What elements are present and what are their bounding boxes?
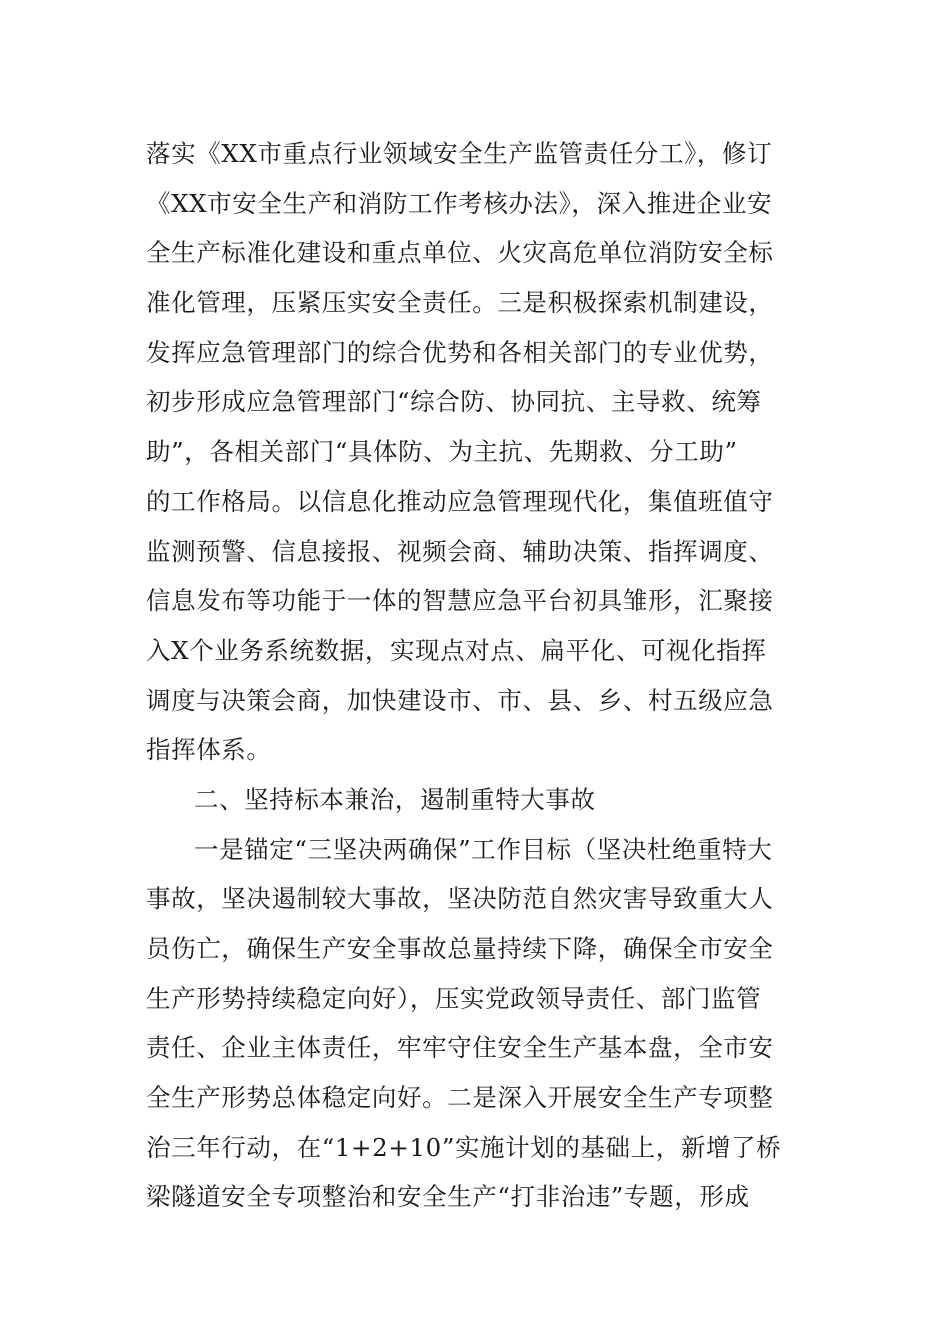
text-line: 《XX市安全生产和消防工作考核办法》，深入推进企业安 xyxy=(146,188,773,218)
text-line: 指挥体系。 xyxy=(146,735,272,765)
text-line: 发挥应急管理部门的综合优势和各相关部门的专业优势， xyxy=(146,337,774,367)
text-line: 落实《XX市重点行业领域安全生产监管责任分工》，修订 xyxy=(146,139,773,168)
text-line: 助”，各相关部门“具体防、为主抗、先期救、分工助” xyxy=(146,437,738,467)
text-line: 监测预警、信息接报、视频会商、辅助决策、指挥调度、 xyxy=(146,536,774,566)
paragraph-first-line: 一是锚定“三坚决两确保”工作目标（坚决杜绝重特大 xyxy=(194,834,773,864)
text-line: 准化管理，压紧压实安全责任。三是积极探索机制建设， xyxy=(146,288,774,318)
text-line: 入X个业务系统数据，实现点对点、扁平化、可视化指挥 xyxy=(146,635,767,665)
text-line: 员伤亡，确保生产安全事故总量持续下降，确保全市安全 xyxy=(146,934,774,963)
section-heading: 二、坚持标本兼治，遏制重特大事故 xyxy=(194,784,596,814)
text-line: 治三年行动，在“1+2+10”实施计划的基础上，新增了桥 xyxy=(146,1132,782,1162)
text-line: 初步形成应急管理部门“综合防、协同抗、主导救、统筹 xyxy=(146,387,762,417)
text-line: 的工作格局。以信息化推动应急管理现代化，集值班值守 xyxy=(146,486,774,516)
text-line: 调度与决策会商，加快建设市、市、县、乡、村五级应急 xyxy=(146,685,774,715)
body-text xyxy=(146,129,818,1222)
text-line: 事故，坚决遏制较大事故，坚决防范自然灾害导致重大人 xyxy=(146,884,774,914)
text-line: 全生产形势总体稳定向好。二是深入开展安全生产专项整 xyxy=(146,1083,774,1113)
text-line: 信息发布等功能于一体的智慧应急平台初具雏形，汇聚接 xyxy=(146,586,774,616)
text-line: 全生产标准化建设和重点单位、火灾高危单位消防安全标 xyxy=(146,238,774,268)
text-line: 梁隧道安全专项整治和安全生产“打非治违”专题，形成 xyxy=(146,1182,750,1212)
text-line: 生产形势持续稳定向好），压实党政领导责任、部门监管 xyxy=(146,983,762,1013)
text-line: 责任、企业主体责任，牢牢守住安全生产基本盘，全市安 xyxy=(146,1033,774,1063)
